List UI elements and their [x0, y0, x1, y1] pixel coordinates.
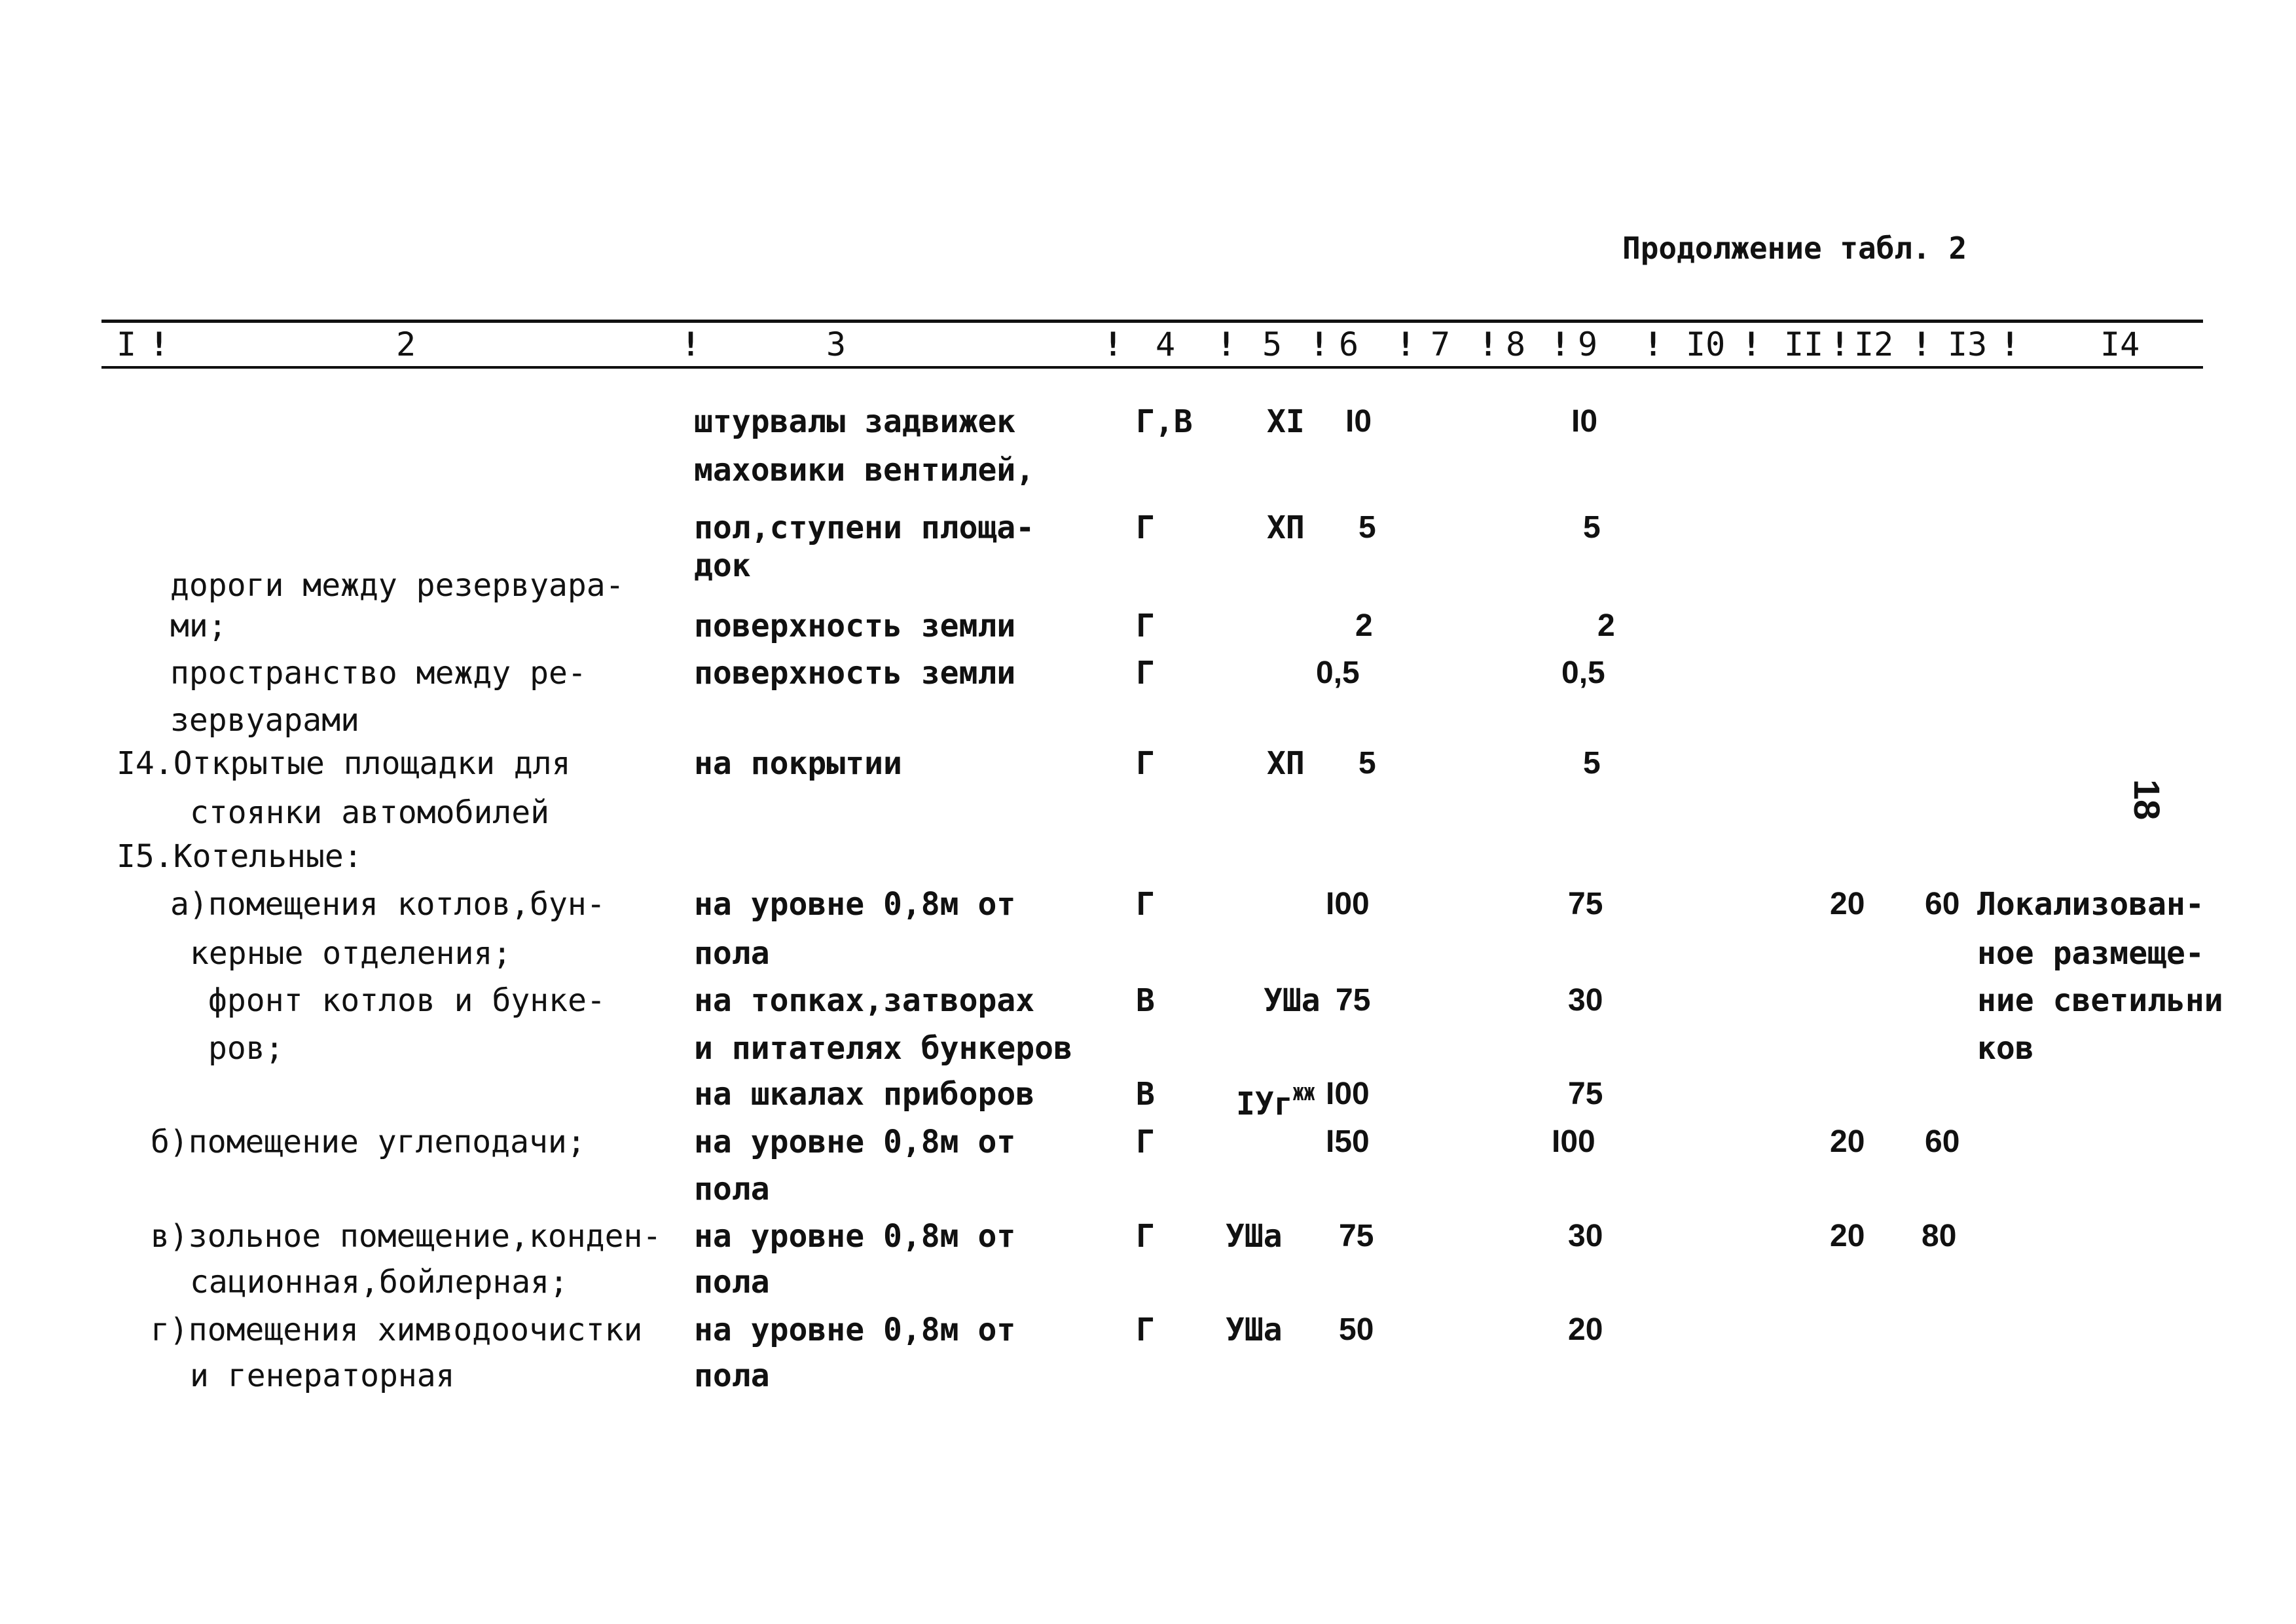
table-cell-col5: XП [1267, 745, 1305, 782]
table-cell-col4: В [1136, 982, 1155, 1019]
table-cell-col9: I0 [1571, 404, 1598, 439]
table-cell-col4: Г,В [1136, 403, 1193, 440]
table-cell-col9: 75 [1568, 887, 1603, 921]
table-cell-col9: 2 [1597, 608, 1615, 643]
header-separator: ! [1216, 325, 1237, 363]
header-col-11: II [1784, 325, 1824, 363]
table-cell-col3: на покрытии [694, 745, 902, 782]
table-cell-col3: пола [694, 1357, 770, 1394]
table-cell-col5 [1236, 1071, 1315, 1128]
table-cell-col2: пространство между ре- [170, 655, 587, 692]
table-cell-col5: УШа [1264, 982, 1321, 1019]
header-separator: ! [1103, 325, 1123, 363]
table-cell-col12: 20 [1830, 1124, 1865, 1159]
header-separator: ! [1550, 325, 1571, 363]
table-cell-col9: 30 [1568, 1219, 1603, 1253]
table-cell-col12: 20 [1830, 887, 1865, 921]
table-cell-col9: I00 [1552, 1124, 1595, 1159]
header-col-10: I0 [1686, 325, 1726, 363]
header-col-14: I4 [2100, 325, 2140, 363]
header-separator: ! [1741, 325, 1762, 363]
table-cell-col6: I50 [1326, 1124, 1370, 1159]
table-cell-col4: Г [1136, 886, 1155, 923]
table-cell-col5: XП [1267, 509, 1305, 546]
table-cell-col4: В [1136, 1076, 1155, 1113]
table-cell-col13: 60 [1925, 1124, 1960, 1159]
table-cell-col13: 80 [1922, 1219, 1957, 1253]
header-col-13: I3 [1948, 325, 1988, 363]
table-cell-col3: поверхность земли [694, 608, 1016, 644]
table-cell-col6: 75 [1339, 1219, 1374, 1253]
table-cell-col5: XI [1267, 403, 1305, 440]
table-cell-col6: 5 [1358, 510, 1376, 545]
table-cell-col14: ков [1977, 1030, 2034, 1067]
header-col-3: 3 [826, 325, 847, 363]
header-col-7: 7 [1430, 325, 1451, 363]
header-separator: ! [2000, 325, 2020, 363]
header-separator: ! [681, 325, 701, 363]
table-cell-col2: г)помещения химводоочистки [151, 1312, 643, 1348]
header-separator: ! [1478, 325, 1499, 363]
table-cell-col3: док [694, 547, 751, 584]
header-col-1: I [117, 325, 137, 363]
table-cell-col2: сационная,бойлерная; [190, 1264, 568, 1301]
table-cell-col6: 75 [1336, 983, 1371, 1018]
table-cell-col6: I00 [1326, 887, 1370, 921]
header-col-9: 9 [1578, 325, 1598, 363]
table-cell-col3: пола [694, 1264, 770, 1301]
table-cell-col3: на топках,затворах [694, 982, 1035, 1019]
table-cell-col14: ние светильни [1977, 982, 2223, 1019]
table-cell-col9: 0,5 [1561, 655, 1605, 690]
header-separator: ! [1912, 325, 1932, 363]
header-separator: ! [1396, 325, 1416, 363]
table-cell-col6: 0,5 [1316, 655, 1360, 690]
table-cell-col4: Г [1136, 1312, 1155, 1348]
table-cell-col3: на уровне 0,8м от [694, 1312, 1016, 1348]
header-col-5: 5 [1262, 325, 1283, 363]
table-cell-col2: и генераторная [190, 1357, 455, 1394]
table-cell-col13: 60 [1925, 887, 1960, 921]
table-cell-col6: I0 [1345, 404, 1372, 439]
table-cell-col2: зервуарами [170, 702, 359, 739]
table-cell-col4: Г [1136, 655, 1155, 692]
table-cell-col4: Г [1136, 509, 1155, 546]
table-cell-col2: ми; [170, 608, 227, 644]
table-cell-col2: дороги между резервуара- [170, 567, 625, 604]
table-cell-col9: 20 [1568, 1312, 1603, 1347]
table-cell-col3: штурвалы задвижек [694, 403, 1016, 440]
table-cell-col6: 50 [1339, 1312, 1374, 1347]
table-cell-col5: УШа [1226, 1312, 1283, 1348]
header-col-8: 8 [1506, 325, 1526, 363]
table-cell-col3: пола [694, 935, 770, 972]
table-cell-col2: стоянки автомобилей [190, 794, 550, 831]
table-cell-col9: 5 [1583, 746, 1601, 781]
table-cell-col5-text: IУг [1236, 1086, 1293, 1122]
table-cell-col3: пол,ступени площа- [694, 509, 1035, 546]
table-cell-col2: I5.Котельные: [117, 838, 363, 875]
table-cell-col2: б)помещение углеподачи; [151, 1124, 586, 1160]
header-separator: ! [1309, 325, 1330, 363]
table-cell-col9: 5 [1583, 510, 1601, 545]
table-cell-col6: 2 [1355, 608, 1373, 643]
table-cell-col3: на уровне 0,8м от [694, 1124, 1016, 1160]
header-col-2: 2 [396, 325, 416, 363]
table-cell-col3: поверхность земли [694, 655, 1016, 692]
header-col-12: I2 [1854, 325, 1894, 363]
table-cell-col2: ров; [208, 1030, 284, 1067]
header-separator: ! [149, 325, 170, 363]
table-cell-col14: Локализован- [1977, 886, 2204, 923]
table-cell-col4: Г [1136, 608, 1155, 644]
table-cell-col4: Г [1136, 745, 1155, 782]
header-col-6: 6 [1339, 325, 1359, 363]
table-cell-col2: керные отделения; [190, 935, 512, 972]
table-cell-col12: 20 [1830, 1219, 1865, 1253]
table-cell-col9: 75 [1568, 1077, 1603, 1111]
table-cell-col2: а)помещения котлов,бун- [170, 886, 606, 923]
table-cell-col3: на шкалах приборов [694, 1076, 1035, 1113]
table-cell-col3: пола [694, 1171, 770, 1208]
header-separator: ! [1830, 325, 1850, 363]
table-cell-col3: маховики вентилей, [694, 452, 1035, 489]
table-cell-col5: УШа [1226, 1218, 1283, 1255]
table-cell-col4: Г [1136, 1124, 1155, 1160]
table-header-bottom-rule [101, 366, 2203, 369]
continuation-label: Продолжение табл. 2 [1622, 231, 1967, 266]
table-cell-col2: I4.Открытые площадки для [117, 745, 571, 782]
header-col-4: 4 [1156, 325, 1176, 363]
table-cell-col3: на уровне 0,8м от [694, 1218, 1016, 1255]
table-cell-col2: в)зольное помещение,конден- [151, 1218, 662, 1255]
table-top-rule [101, 320, 2203, 323]
table-cell-col3: на уровне 0,8м от [694, 886, 1016, 923]
table-cell-col6: 5 [1358, 746, 1376, 781]
header-separator: ! [1643, 325, 1664, 363]
table-cell-col9: 30 [1568, 983, 1603, 1018]
table-cell-col2: фронт котлов и бунке- [208, 982, 606, 1019]
table-cell-col5-superscript: ЖЖ [1292, 1083, 1315, 1105]
table-cell-col14: ное размеще- [1977, 935, 2204, 972]
table-cell-col4: Г [1136, 1218, 1155, 1255]
table-cell-col3: и питателях бункеров [694, 1030, 1072, 1067]
table-cell-col6: I00 [1326, 1077, 1370, 1111]
page-number: 18 [2126, 779, 2168, 821]
